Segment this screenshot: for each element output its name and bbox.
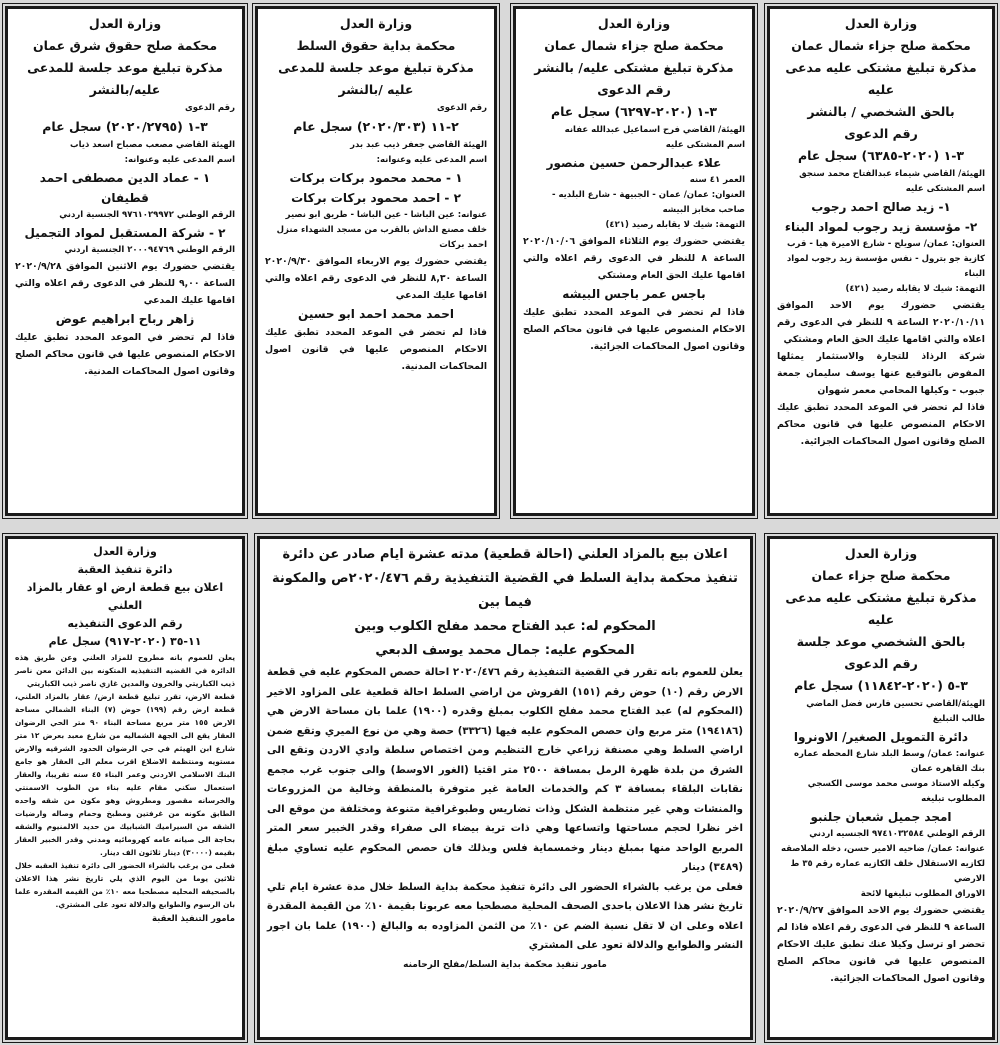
notice-aqaba-execution-auction-917 — [5, 536, 245, 1040]
notice-name-line: اعلان بيع قطعة ارض او عقار بالمزاد العلني — [26, 581, 224, 612]
notice-heading: محكمة صلح جزاء شمال عمان — [791, 38, 971, 53]
notice-name-line: وزارة العدل — [93, 545, 157, 558]
notice-detail: الهيئة/ القاضي فرح اسماعيل عبدالله عفانه — [564, 125, 745, 135]
notice-paragraph: فاذا لم تحضر في الموعد المحدد تطبق عليك الاحكام المنصوص عليها في قانون محاكم الصلح وقانون اصول المحاكمات الجزائية. — [777, 402, 985, 447]
notice-name-line: ٢ - احمد محمود بركات بركات — [291, 191, 461, 205]
notice-north-amman-criminal-6297 — [513, 6, 755, 516]
notice-detail: اسم المشتكى عليه — [665, 140, 745, 150]
notice-detail: الهيئة/ القاضي شيماء عبدالفتاح محمد سنجق — [799, 169, 985, 179]
notice-heading: ٣-١ (٢٠٢٠-٦٢٩٧) سجل عام — [550, 104, 718, 119]
notice-paragraph: شركة الرذاذ للتجارة والاستثمار يمثلها المفوض بالتوقيع عنها يوسف سليمان جمعة جبوب - وكيلها المحامي معمر شهوان — [777, 351, 985, 396]
notice-heading: وزارة العدل — [844, 546, 918, 561]
notice-name-line: علاء عبدالرحمن حسين منصور — [546, 156, 722, 170]
notice-amman-criminal-11842 — [767, 536, 995, 1040]
notice-heading: مذكرة تبليغ مشتكى عليه مدعى عليه — [785, 590, 977, 627]
notice-heading: مذكرة تبليغ مشتكى عليه/ بالنشر — [534, 60, 734, 75]
notice-detail: التهمة: شيك لا يقابله رصيد (٤٢١) — [605, 220, 745, 230]
notice-heading: محكمة صلح جزاء عمان — [811, 568, 951, 583]
notice-heading: بالحق الشخصي / بالنشر — [807, 104, 955, 119]
notice-detail: التهمة: شيك لا يقابله رصيد (٤٢١) — [845, 284, 985, 294]
notice-heading: ٣-١ (٢٠٢٠-٦٣٨٥) سجل عام — [797, 148, 965, 163]
notice-paragraph: يقتضي حضورك يوم الاربعاء الموافق ٢٠٢٠/٩/٣٠ الساعة ٨,٣٠ للنظر في الدعوى رقم اعلاه والتي اقامها عليك المدعي — [265, 256, 487, 301]
notice-heading: المحكوم له: عبد الفتاح محمد مفلح الكلوب وبين — [354, 619, 656, 634]
notice-paragraph: فاذا لم تحضر في الموعد المحدد تطبق عليك الاحكام المنصوص عليها في قانون اصول المحاكمات المدنية. — [265, 327, 487, 372]
notice-detail: الهيئة القاضي جعفر ذيب عبد بدر — [350, 140, 487, 150]
notice-detail: الهيئة القاضي مصعب مصباح اسعد ذياب — [70, 140, 235, 150]
notice-heading: وزارة العدل — [339, 16, 413, 31]
notice-east-amman-civil-2795 — [5, 6, 245, 516]
notice-name-line: ٢- مؤسسة زيد رجوب لمواد البناء — [784, 220, 978, 234]
notice-heading: وزارة العدل — [597, 16, 671, 31]
notice-detail: العمر ٤١ سنه — [689, 175, 745, 185]
notice-heading: ٣-١ (٢٠٢٠/٢٧٩٥) سجل عام — [42, 119, 208, 134]
notice-heading: محكمة بداية حقوق السلط — [296, 38, 456, 53]
notice-name-line: ١١-٣٥ (٢٠٢٠-٩١٧) سجل عام — [48, 635, 202, 648]
notice-detail: الاوراق المطلوب تبليغها لائحة — [860, 889, 985, 899]
notice-heading: وزارة العدل — [88, 16, 162, 31]
notice-name-line: رقم الدعوى التنفيذيه — [67, 617, 183, 630]
notice-heading: ٣-٥ (٢٠٢٠-١١٨٤٢) سجل عام — [794, 678, 968, 693]
notice-detail: الرقم الوطني ٢٠٠٠٩٤٧٦٩ الجنسية اردني — [64, 245, 235, 255]
notice-name-line: ١ - محمد محمود بركات بركات — [289, 171, 463, 185]
notice-name-line: دائرة تنفيذ العقبة — [77, 563, 173, 576]
notice-detail: عنوانه: عمان/ ضاحيه الامير حسن، دخله الملاصقه لكازيه الاستقلال خلف الكازيه عماره رقم ٣٥ ط الارضي — [780, 844, 985, 884]
notice-detail: عنوانه: عمان/ وسط البلد شارع المحطه عماره بنك القاهره عمان — [794, 749, 985, 774]
notice-detail: وكيله الاستاذ موسى محمد موسى الكسجي — [807, 779, 985, 789]
notice-heading: محكمة صلح جزاء شمال عمان — [544, 38, 724, 53]
notice-paragraph: يعلن للعموم بانه تقرر في القضية التنفيذية رقم ٢٠٢٠/٤٧٦ احالة حصص المحكوم عليه في قطعة الارض رقم (١٠) حوض رقم (١٥١) الفروش من اراضي السلط احالة قطعية على المزاود الاخير (المحكوم له) عبد الفتاح محمد مفلح الكلوب بمبلغ وقدره (١٩٠٠) علما بان مساحة الارض هي (١٩٤١٨٦) متر مربع وان حصص المحكوم عليه فيها (٣٣٢٦) حصة وهي من نوع الميري وتقع ضمن اراضي السلط وهي مصنفة زراعي خارج التنظيم ومن اختصاص سلطة وادي الاردن وتقع الى الشرق من بلدة ظهرة الرمل بمسافة ٢٥٠٠ متر اقتيا (الغور الاوسط) والى جنوب غرب مجمع نقابات البلقاء بمسافة ٣ كم والخدمات العامة غير متوفرة بالمنطقة وخالية من المزروعات والمنشات وهي غير منتظمة الشكل وذات تضاريس وطبوغرافية متنوعة ومختلفة من موقع الى اخر نظرا لحجم مساحتها واتساعها وهي ذات تربة بيضاء الى صفراء وقدر الخبير سعر المتر المربع الواحد منها بمبلغ دينار وخمسماية فلس وبذلك فان حصص المحكوم عليه تساوي مبلغ (٣٤٨٩) دينار — [267, 667, 744, 873]
notice-heading: محكمة صلح حقوق شرق عمان — [32, 38, 218, 53]
notice-paragraph: قطعة الارض، تقرر تبليغ قطعة ارض/ عقار بالمزاد العلني، قطعة ارض رقم (١٩٩) حوض (٧) البناء الشمالي مساحة الارض ١٥٥ متر مربع مساحة البناء ٩٠ متر الحي الرضوان العقار يقع الى الجهة الشماليه من شارع معبد بعرض ١٢ متر شارع ابن الهيثم في حي الرضوان الحدود الشرقيه والارض مستويه ومنتظمة الاضلاع اقرب معلم الى العقار هو جامع البنك الاسلامي الاردني وعمر البناء ٤٥ سنه تقريبا، والعقار استعمال سكني مقام عليه بناء من الطوب الاسمنتي والخرسانه مقصور ومطروش وهو مكون من شقه واحده الطابق مكونه من غرفتين ومطبخ وحمام وصاله وارضيات الشقه من السيراميك الشبابيك من حديد الالمنيوم والشقه بحاجة الى صيانه عامه كهرومائيه ومدني وقدر الخبير العقار بقيمه (٣٠٠٠٠) دينار ثلاثون الف دينار. — [15, 692, 235, 857]
notice-detail: رقم الدعوى — [436, 103, 487, 113]
notice-name-line: ٢ - شركة المستقبل لمواد التجميل — [24, 226, 226, 240]
notice-paragraph: يقتضي حضورك يوم الاحد الموافق ٢٠٢٠/٩/٢٧ الساعة ٩ للنظر في الدعوى رقم اعلاه فاذا لم تحضر او ترسل وكيلا عنك تطبق عليك الاحكام المنصوص عليها في قانون محاكم الصلح وقانون اصول المحاكمات الجزائية. — [777, 905, 985, 984]
notice-name-line: امجد جميل شعبان جلنبو — [810, 810, 952, 824]
notice-detail: عنوانه: عين الباشا - عين الباشا - طريق ابو نصير خلف مصنع الداش بالقرب من مسجد الشهداء منزل احمد بركات — [276, 210, 487, 250]
notice-paragraph: فاذا لم تحضر في الموعد المحدد تطبق عليك الاحكام المنصوص عليها في قانون محاكم الصلح وقانون اصول المحاكمات المدنية. — [15, 332, 235, 377]
notice-paragraph: يعلن للعموم بانه مطروح للمزاد العلني وعن طريق هذه الدائرة في القضيه التنفيذيه المتكونه بين الدائن معن ناصر ذيب الكباريتي والخرون والمدين غازي ناصر ذيب الكباريتي — [15, 653, 235, 688]
notice-salt-auction-476 — [257, 536, 753, 1040]
notice-detail: اسم المدعى عليه وعنوانه: — [376, 155, 487, 165]
notice-heading: وزارة العدل — [844, 16, 918, 31]
notice-heading: مذكرة تبليغ موعد جلسة للمدعى — [278, 60, 474, 75]
notice-heading: رقم الدعوى — [844, 656, 918, 671]
notice-detail: طالب التبليغ — [932, 714, 985, 724]
notice-paragraph: يقتضي حضورك يوم الثلاثاء الموافق ٢٠٢٠/١٠/٠٦ الساعة ٨ للنظر في الدعوى رقم اعلاه والتي اقامها عليك الحق العام ومشتكي — [523, 236, 745, 281]
notice-name-line: باجس عمر باجس البيشه — [562, 287, 706, 301]
notice-signature: مامور التنفيذ العقبة — [151, 914, 235, 924]
notice-name-line: زاهر رباح ابراهيم عوض — [55, 312, 195, 326]
notice-heading: اعلان بيع بالمزاد العلني (احالة قطعية) مدته عشرة ايام صادر عن دائرة تنفيذ محكمة بداية السلط في القضية التنفيذية رقم ٢٠٢٠/٤٧٦ص والمكونة فيما بين — [272, 547, 738, 610]
notice-north-amman-criminal-6385 — [767, 6, 995, 516]
notice-name-line: دائرة التمويل الصغير/ الاونروا — [793, 730, 969, 744]
notice-heading: رقم الدعوى — [844, 126, 918, 141]
notice-heading: ٢-١١ (٢٠٢٠/٣٠٣) سجل عام — [293, 119, 459, 134]
notice-heading: عليه/بالنشر — [89, 82, 161, 97]
notice-paragraph: يقتضي حضورك يوم الاثنين الموافق ٢٠٢٠/٩/٢٨ الساعة ٩,٠٠ للنظر في الدعوى رقم اعلاه والتي اقامها عليك المدعي — [15, 261, 235, 306]
notice-paragraph: يقتضي حضورك يوم الاحد الموافق ٢٠٢٠/١٠/١١ الساعة ٩ للنظر في الدعوى رقم اعلاه والتي اقامها عليك الحق العام ومشتكي — [777, 300, 985, 345]
notice-paragraph: فعلى من يرغب بالشراء الحضور الى دائرة تنفيذ العقبه خلال ثلاثين يوما من اليوم الذي يلي تاريخ نشر هذا الاعلان بالصحيفه المحليه مصطحبا معه ١٠٪ من القيمه المقدره علما بان الرسوم والطوابع والدلالة تعود على المشتري. — [15, 861, 235, 909]
notice-heading: بالحق الشخصي موعد جلسة — [796, 634, 966, 649]
notice-heading: عليه /بالنشر — [338, 82, 414, 97]
notice-detail: الرقم الوطني ٩٧٤١٠٣٢٥٨٤ الجنسيه اردني — [809, 829, 985, 839]
notice-detail: اسم المشتكى عليه — [905, 184, 985, 194]
notice-heading: رقم الدعوى — [597, 82, 671, 97]
notice-signature: مامور تنفيذ محكمة بداية السلط/مفلح الرحامنه — [403, 959, 607, 970]
notice-detail: الهيئة/القاضي تحسين فارس فضل الماضي — [806, 699, 985, 709]
notice-heading: المحكوم عليه: جمال محمد يوسف الدبعي — [375, 643, 635, 658]
notice-detail: العنوان: عمان/ سويلح - شارع الاميرة هيا - قرب كازية جو بترول - نفس مؤسسة زيد رجوب لمواد البناء — [786, 239, 985, 279]
notice-heading: مذكرة تبليغ موعد جلسة للمدعى — [27, 60, 223, 75]
notice-name-line: ١ - عماد الدين مصطفى احمد قطيفان — [39, 171, 211, 205]
notice-detail: المطلوب تبليغه — [921, 794, 985, 804]
notice-name-line: ١- زيد صالح احمد رجوب — [811, 200, 951, 214]
notice-salt-first-instance-303 — [255, 6, 497, 516]
notice-name-line: احمد محمد احمد ابو حسين — [298, 307, 454, 321]
notice-detail: العنوان: عمان/ عمان - الجبيهة - شارع البلديه - صاحب مخابز البيشه — [551, 190, 745, 215]
notice-detail: الرقم الوطني ٩٧٦١٠٢٩٩٧٢ الجنسية اردني — [59, 210, 235, 220]
notice-detail: اسم المدعى عليه وعنوانه: — [124, 155, 235, 165]
notice-paragraph: فاذا لم تحضر في الموعد المحدد تطبق عليك الاحكام المنصوص عليها في قانون محاكم الصلح وقانون اصول المحاكمات الجزائية. — [523, 307, 745, 352]
notice-detail: رقم الدعوى — [184, 103, 235, 113]
notice-heading: مذكرة تبليغ مشتكى عليه مدعى عليه — [785, 60, 977, 97]
notice-paragraph: فعلى من يرغب بالشراء الحضور الى دائرة تنفيذ محكمة بداية السلط خلال مدة عشرة ايام تلي تاريخ نشر هذا الاعلان باحدى الصحف المحلية مصطحبا معه عربونا بقيمة ١٠٪ من القيمة المقدرة اعلاه وعلى ان لا تقل نسبة الضم عن ١٠٪ من الثمن المزاوده به والبالغ (١٩٠٠) علما بان اجور النشر والطوابع والدلالة تعود على المشتري — [267, 881, 743, 951]
